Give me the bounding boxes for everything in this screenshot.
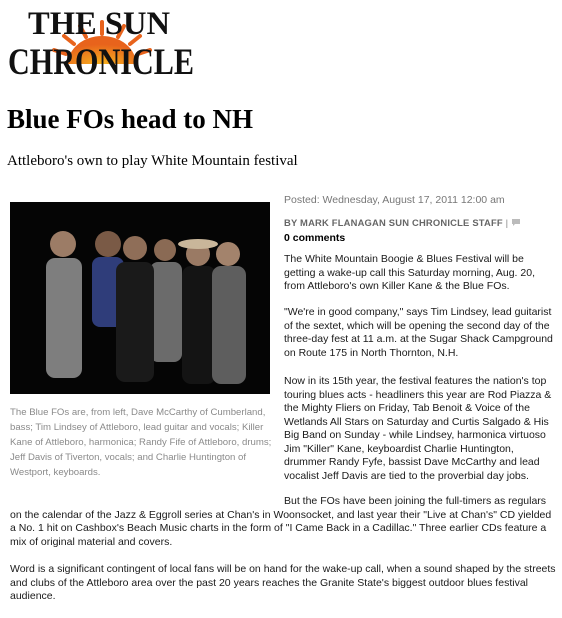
paragraph-4: But the FOs have been joining the full-timers as regulars on the calendar of the Jazz & Eggroll series at Chan's in Woonsocket, and last year their "Live at Chan's" CD yielded a No. 1 hit on Cashbox's Beach Music charts in the form of "I Came Back in a Cadillac." Three earlier CDs feature a mix of original material and covers. [10,495,552,548]
paragraph-3: Now in its 15th year, the festival features the nation's top touring blues acts - headliners this year are Rod Piazza & the Mighty Fliers on Friday, Tab Benoit & Voice of the Wetlands All Stars on Saturday and Curtis Salgado & His Big Band on Sunday - while Lindsey, harmonica virtuoso Jim "Killer" Kane, keyboardist Charlie Huntington, drummer Randy Fyfe, bassist Dave McCarthy and lead vocalist Jeff Davis are tied to the proverbial day jobs. [284,375,552,482]
byline [284,217,521,228]
byline-separator: | [505,217,509,228]
masthead-logo [6,4,196,84]
masthead-line2: CHRONICLE [8,42,194,83]
posted-date: Posted: Wednesday, August 17, 2011 12:00 am [284,194,505,206]
paragraph-1: The White Mountain Boogie & Blues Festival will be getting a wake-up call this Saturday morning, Aug. 20, from Attleboro's own Killer Kane & the Blue FOs. [284,253,535,292]
band-photo [10,202,270,394]
masthead-line1: THE SUN [28,6,171,42]
photo-caption: The Blue FOs are, from left, Dave McCarthy of Cumberland, bass; Tim Lindsey of Attleboro, lead guitar and vocals; Killer Kane of Attleboro, harmonica; Randy Fife of Attleboro, drums; Jeff Davis of Tiverton, vocals; and Charlie Huntington of Westport, keyboards. [10,407,272,478]
comment-bubble-icon[interactable] [511,218,521,227]
article-headline: Blue FOs head to NH [7,104,254,134]
paragraph-2: "We're in good company," says Tim Lindsey, lead guitarist of the sextet, which will be opening the second day of the three-day fest at 11 a.m. at the Sugar Shack Campground on Route 175 in North Thornton, N.H. [284,306,553,359]
comments-link[interactable]: 0 comments [284,232,346,244]
byline-author: BY MARK FLANAGAN SUN CHRONICLE STAFF [284,217,503,228]
article-subhead: Attleboro's own to play White Mountain festival [7,153,298,169]
paragraph-5: Word is a significant contingent of local fans will be on hand for the wake-up call, when a sound shaped by the streets and clubs of the Attleboro area over the past 20 years reaches the Granite State's biggest outdoor blues festival audience. [10,563,556,602]
